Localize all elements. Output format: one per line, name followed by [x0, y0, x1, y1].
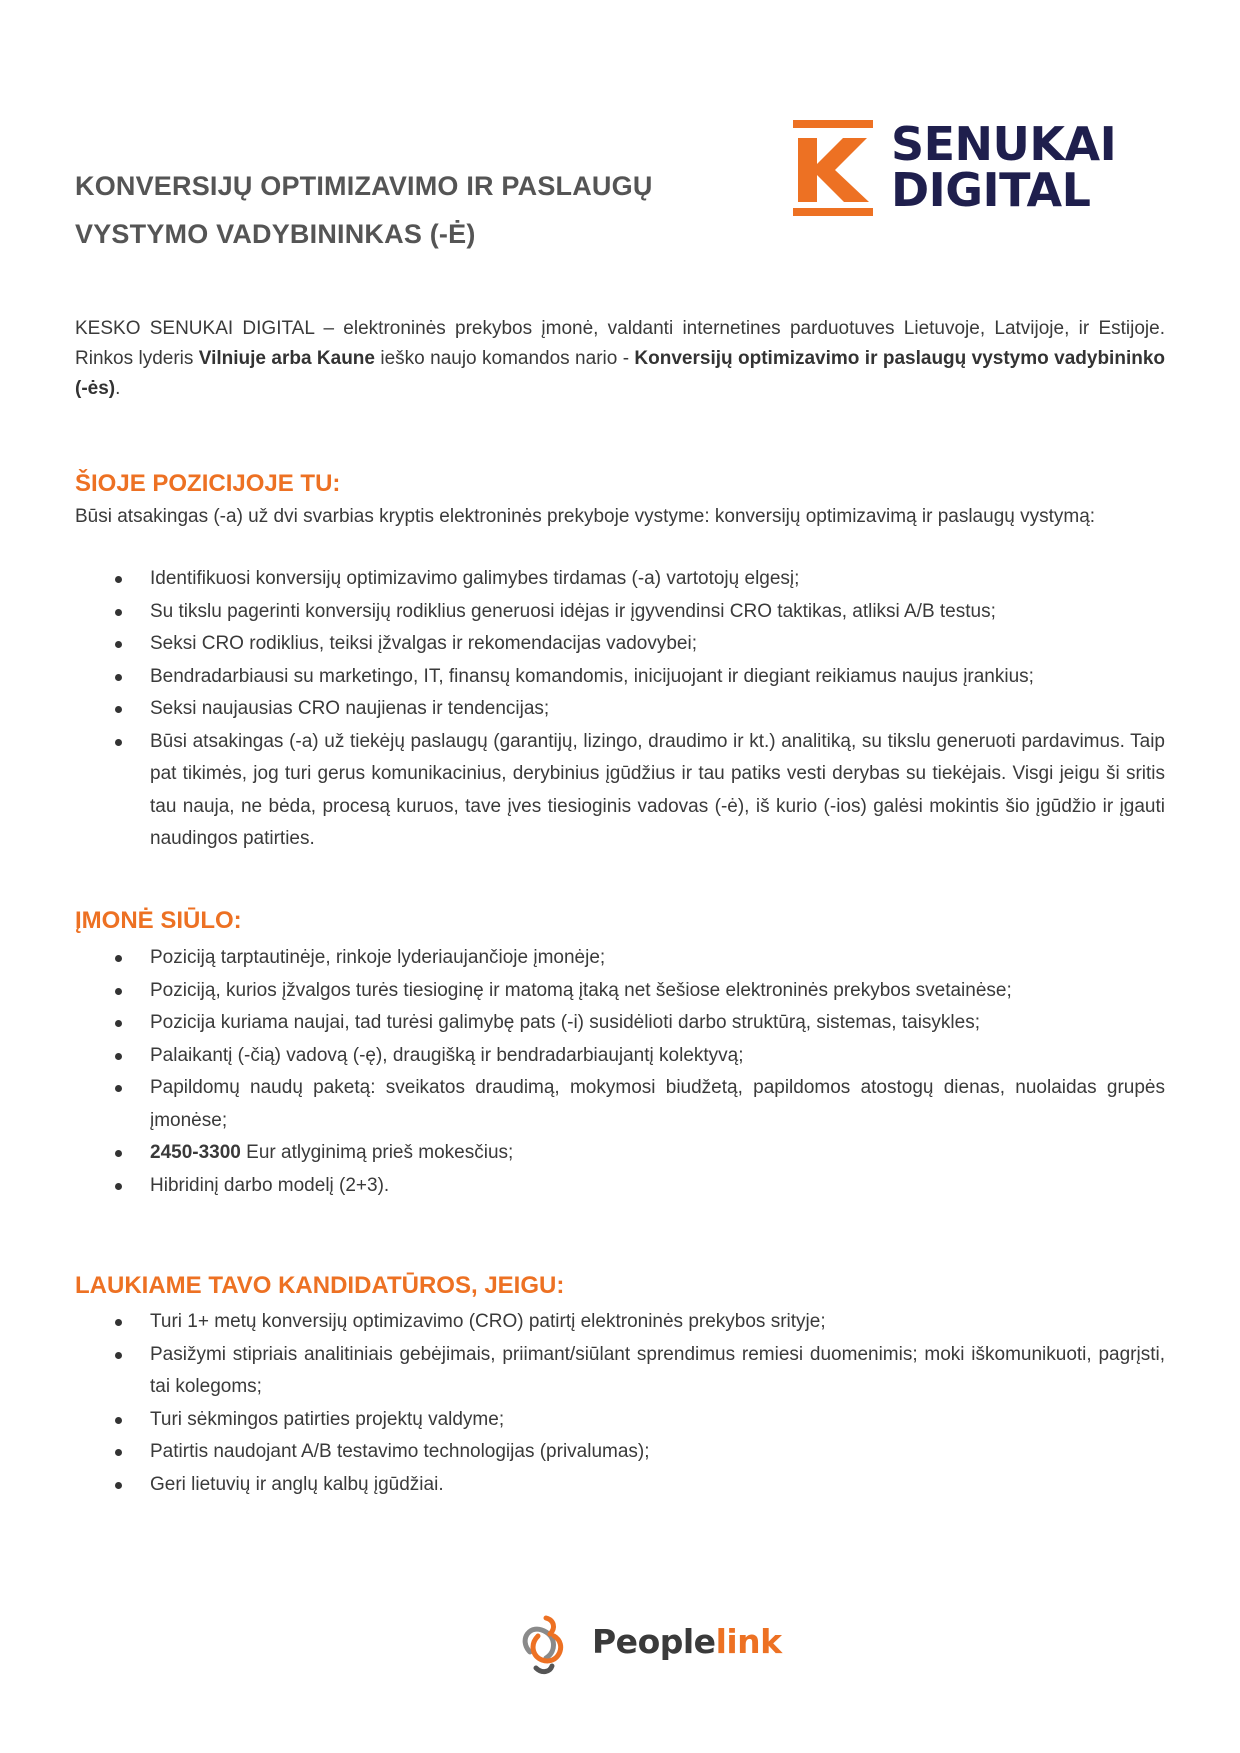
peoplelink-wordmark: Peoplelink — [592, 1622, 782, 1661]
bullet-icon — [115, 1020, 122, 1027]
intro-text: KESKO SENUKAI DIGITAL – elektroninės prekybos įmonė, valdanti internetines parduotuves Lietuvoje, Latvijoje, ir Estijoje. Rinkos lyderis — [75, 318, 1165, 369]
page-title — [75, 162, 715, 258]
list-item: Geri lietuvių ir anglų kalbų įgūdžiai. — [75, 1469, 1165, 1502]
list-item: Turi 1+ metų konversijų optimizavimo (CRO) patirtį elektroninės prekybos srityje; — [75, 1306, 1165, 1339]
bullet-icon — [115, 706, 122, 713]
bullet-icon — [115, 609, 122, 616]
list-item-salary: 2450-3300 Eur atlyginimą prieš mokesčius; — [75, 1137, 1165, 1170]
peoplelink-logo — [510, 1610, 782, 1680]
logo-line-1: SENUKAI — [891, 117, 1117, 171]
bullet-icon — [115, 1053, 122, 1060]
bullet-icon — [115, 739, 122, 746]
offer-list — [75, 942, 1165, 1202]
list-item: Turi sėkmingos patirties projektų valdyme; — [75, 1404, 1165, 1437]
section-heading-requirements: LAUKIAME TAVO KANDIDATŪROS, JEIGU: — [75, 1272, 565, 1299]
list-item: Pozicija kuriama naujai, tad turėsi galimybę pats (-i) susidėlioti darbo struktūrą, sistemas, taisykles; — [75, 1007, 1165, 1040]
requirements-list — [75, 1306, 1165, 1501]
list-item: Bendradarbiausi su marketingo, IT, finansų komandomis, inicijuojant ir diegiant reikiamus naujus įrankius; — [75, 661, 1165, 694]
k-mark-icon — [793, 120, 883, 220]
bullet-icon — [115, 1085, 122, 1092]
bullet-icon — [115, 576, 122, 583]
list-item: Seksi naujausias CRO naujienas ir tendencijas; — [75, 693, 1165, 726]
section-heading-position: ŠIOJE POZICIJOJE TU: — [75, 470, 341, 497]
list-item: Poziciją, kurios įžvalgos turės tiesioginę ir matomą įtaką net šešiose elektroninės prekybos svetainėse; — [75, 975, 1165, 1008]
list-item: Poziciją tarptautinėje, rinkoje lyderiaujančioje įmonėje; — [75, 942, 1165, 975]
intro-text: . — [115, 378, 121, 399]
intro-text: ieško naujo komandos nario - — [374, 348, 635, 369]
bullet-icon — [115, 1352, 122, 1359]
bullet-icon — [115, 1417, 122, 1424]
intro-paragraph — [75, 314, 1165, 404]
logo-line-2: DIGITAL — [891, 163, 1091, 217]
bullet-icon — [115, 1183, 122, 1190]
intro-location: Vilniuje arba Kaune — [198, 348, 375, 369]
intro-role: Konversijų optimizavimo ir paslaugų vystymo vadybininko (-ės) — [75, 348, 1165, 399]
bullet-icon — [115, 1482, 122, 1489]
page-title-line-1: KONVERSIJŲ OPTIMIZAVIMO IR PASLAUGŲ — [75, 171, 653, 201]
bullet-icon — [115, 1150, 122, 1157]
list-item: Hibridinį darbo modelį (2+3). — [75, 1170, 1165, 1203]
salary-range: 2450-3300 — [150, 1142, 241, 1163]
list-item: Papildomų naudų paketą: sveikatos draudimą, mokymosi biudžetą, papildomos atostogų dienas, nuolaidas grupės įmonėse; — [75, 1072, 1165, 1137]
list-item: Seksi CRO rodiklius, teiksi įžvalgas ir rekomendacijas vadovybei; — [75, 628, 1165, 661]
list-item: Identifikuosi konversijų optimizavimo galimybes tirdamas (-a) vartotojų elgesį; — [75, 563, 1165, 596]
bullet-icon — [115, 641, 122, 648]
section-heading-offer: ĮMONĖ SIŪLO: — [75, 907, 242, 934]
bullet-icon — [115, 955, 122, 962]
position-list — [75, 563, 1165, 856]
page-title-line-2: VYSTYMO VADYBININKAS (-Ė) — [75, 219, 476, 249]
bullet-icon — [115, 1319, 122, 1326]
list-item: Pasižymi stipriais analitiniais gebėjimais, priimant/siūlant sprendimus remiesi duomenimis; moki iškomunikuoti, pagrįsti, tai kolegoms; — [75, 1339, 1165, 1404]
list-item: Būsi atsakingas (-a) už tiekėjų paslaugų (garantijų, lizingo, draudimo ir kt.) analitiką, su tikslu generuoti pardavimus. Taip pat tikimės, jog turi gerus komunikacinius, derybinius įgūdžius ir tau patiks vesti derybas su tiekėjais. Visgi jeigu ši sritis tau nauja, ne bėda, procesą kuruos, tave įves tiesioginis vadovas (-ė), iš kurio (-ios) galėsi mokintis šio įgūdžio ir įgauti naudingos patirties. — [75, 726, 1165, 856]
senukai-digital-logo — [793, 117, 1143, 220]
bullet-icon — [115, 988, 122, 995]
list-item: Patirtis naudojant A/B testavimo technologijas (privalumas); — [75, 1436, 1165, 1469]
peoplelink-mark-icon — [510, 1610, 580, 1680]
position-lead: Būsi atsakingas (-a) už dvi svarbias kryptis elektroninės prekybоje vystyme: konversijų optimizavimą ir paslaugų vystymą: — [75, 506, 1096, 527]
bullet-icon — [115, 674, 122, 681]
bullet-icon — [115, 1449, 122, 1456]
list-item: Palaikantį (-čią) vadovą (-ę), draugišką ir bendradarbiaujantį kolektyvą; — [75, 1040, 1165, 1073]
list-item: Su tikslu pagerinti konversijų rodiklius generuosi idėjas ir įgyvendinsi CRO taktikas, atliksi A/B testus; — [75, 596, 1165, 629]
